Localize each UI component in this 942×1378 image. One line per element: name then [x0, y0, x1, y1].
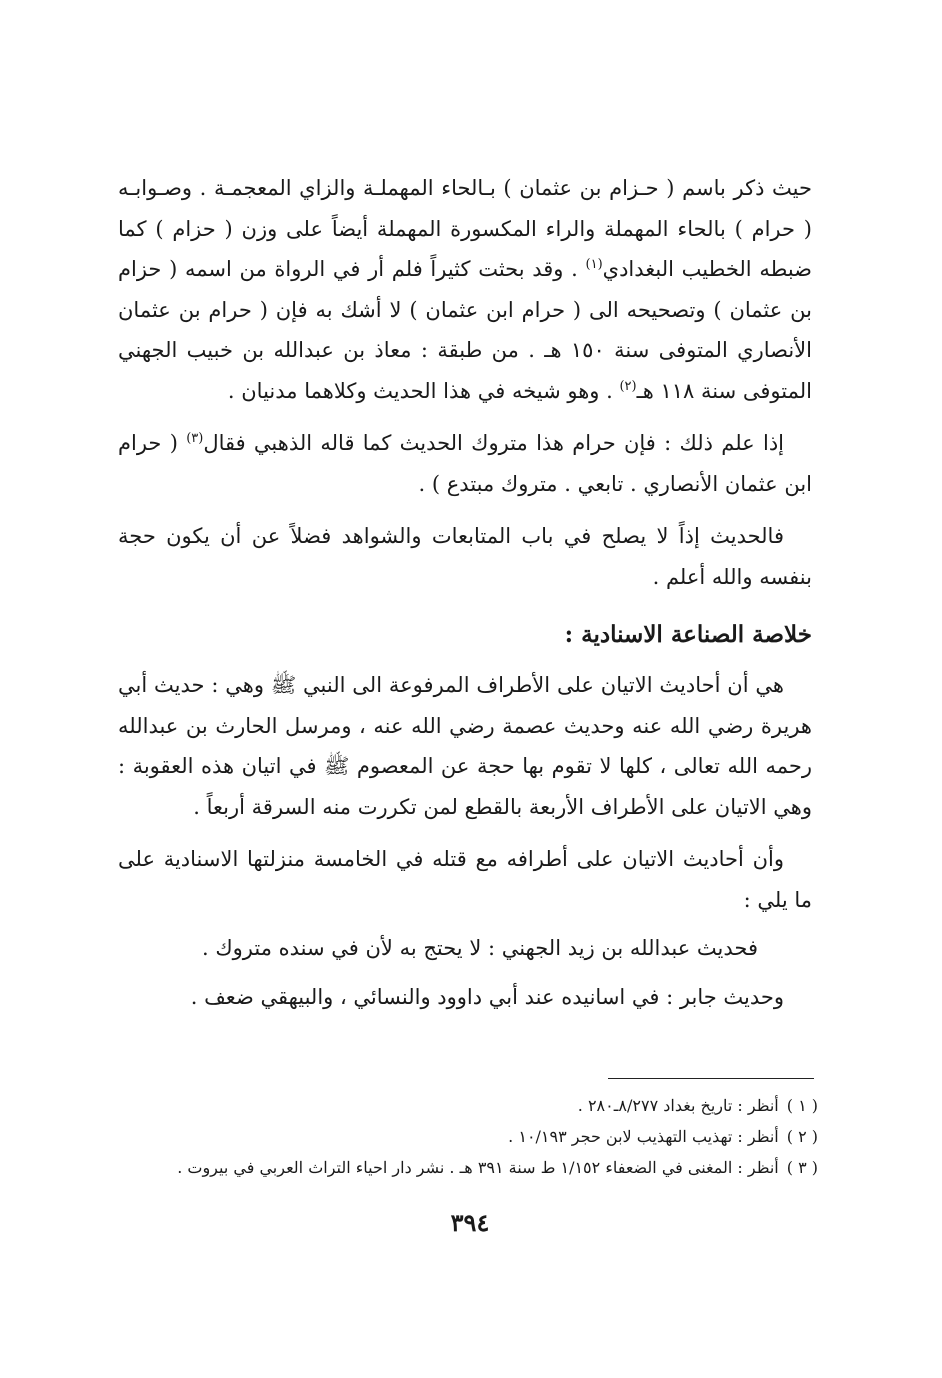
paragraph-5: وأن أحاديث الاتيان على أطرافه مع قتله في الخامسة منزلتها الاسنادية على ما يلي : [118, 847, 812, 912]
footnote-ref-1[interactable]: (١) [585, 257, 603, 272]
paragraph-4: هي أن أحاديث الاتيان على الأطراف المرفوعة الى النبي ﷺ وهي : حديث أبي هريرة رضي الله عنه وحديث عصمة رضي الله عنه ، ومرسل الحارث بن عبدالله رحمه الله تعالى ، كلها لا تقوم بها حجة عن المعصوم ﷺ في اتيان هذه العقوبة : وهي الاتيان على الأطراف الأربعة بالقطع لمن تكررت منه السرقة أربعاً . [118, 673, 812, 819]
footnote-text: أنظر : تهذيب التهذيب لابن حجر ١٠/١٩٣ . [508, 1127, 779, 1146]
footnote-text: أنظر : المغنى في الضعفاء ١/١٥٢ ط سنة ٣٩١ هـ . نشر دار احياء التراث العربي في بيروت . [177, 1158, 779, 1177]
section-heading: خلاصة الصناعة الاسنادية : [564, 621, 812, 648]
footnote-ref-3[interactable]: (٣) [186, 431, 204, 446]
footnote-number: ( ٣ ) [786, 1158, 818, 1177]
footnote-divider [608, 1078, 814, 1079]
footnote-3 [118, 1152, 818, 1183]
paragraph-6: فحديث عبدالله بن زيد الجهني : لا يحتج به لأن في سنده متروك . [202, 936, 758, 960]
footnote-number: ( ٢ ) [786, 1127, 818, 1146]
footnote-number: ( ١ ) [786, 1096, 818, 1115]
paragraph-2-text: إذا علم ذلك : فإن حرام هذا متروك الحديث كما قاله الذهبي فقال [203, 431, 785, 455]
paragraph-7: وحديث جابر : في اسانيده عند أبي داوود والنسائي ، والبيهقي ضعف . [190, 984, 784, 1009]
footnote-2 [118, 1121, 818, 1152]
footnote-1 [118, 1090, 818, 1121]
page-number: ٣٩٤ [450, 1208, 490, 1237]
paragraph-1 [118, 168, 812, 411]
paragraph-3: فالحديث إذاً لا يصلح في باب المتابعات والشواهد فضلاً عن أن يكون حجة بنفسه والله أعلم . [118, 524, 812, 589]
paragraph-2-continuation: ( حرام ابن عثمان الأنصاري . تابعي . متروك مبتدع ) . [118, 431, 812, 496]
footnote-ref-2[interactable]: (٢) [619, 378, 637, 394]
paragraph-1-text: حيث ذكر باسم ( حـزام بن عثمان ) بـالحاء المهملـة والزاي المعجمـة . وصـوابـه ( حرام ) بالحاء المهملة والراء المكسورة المهملة أيضاً على وزن ( حزام ) كما ضبطه الخطيب البغدادي [118, 176, 812, 281]
page-body [118, 168, 812, 1017]
footnotes [118, 1090, 818, 1183]
paragraph-1-continuation: . وقد بحثت كثيراً فلم أر في الرواة من اسمه ( حزام بن عثمان ) وتصحيحه الى ( حرام ابن عثمان ) لا أشك به فإن ( حرام بن عثمان الأنصاري المتوفى سنة ١٥٠ هـ . من طبقة : معاذ بن عبدالله بن خبيب الجهني المتوفى سنة ١١٨ هـ [118, 257, 812, 403]
paragraph-2 [118, 423, 812, 504]
footnote-text: أنظر : تاريخ بغداد ٨/٢٧٧ـ٢٨٠ . [577, 1096, 779, 1115]
paragraph-1-end: . وهو شيخه في هذا الحديث وكلاهما مدنيان . [227, 378, 620, 403]
